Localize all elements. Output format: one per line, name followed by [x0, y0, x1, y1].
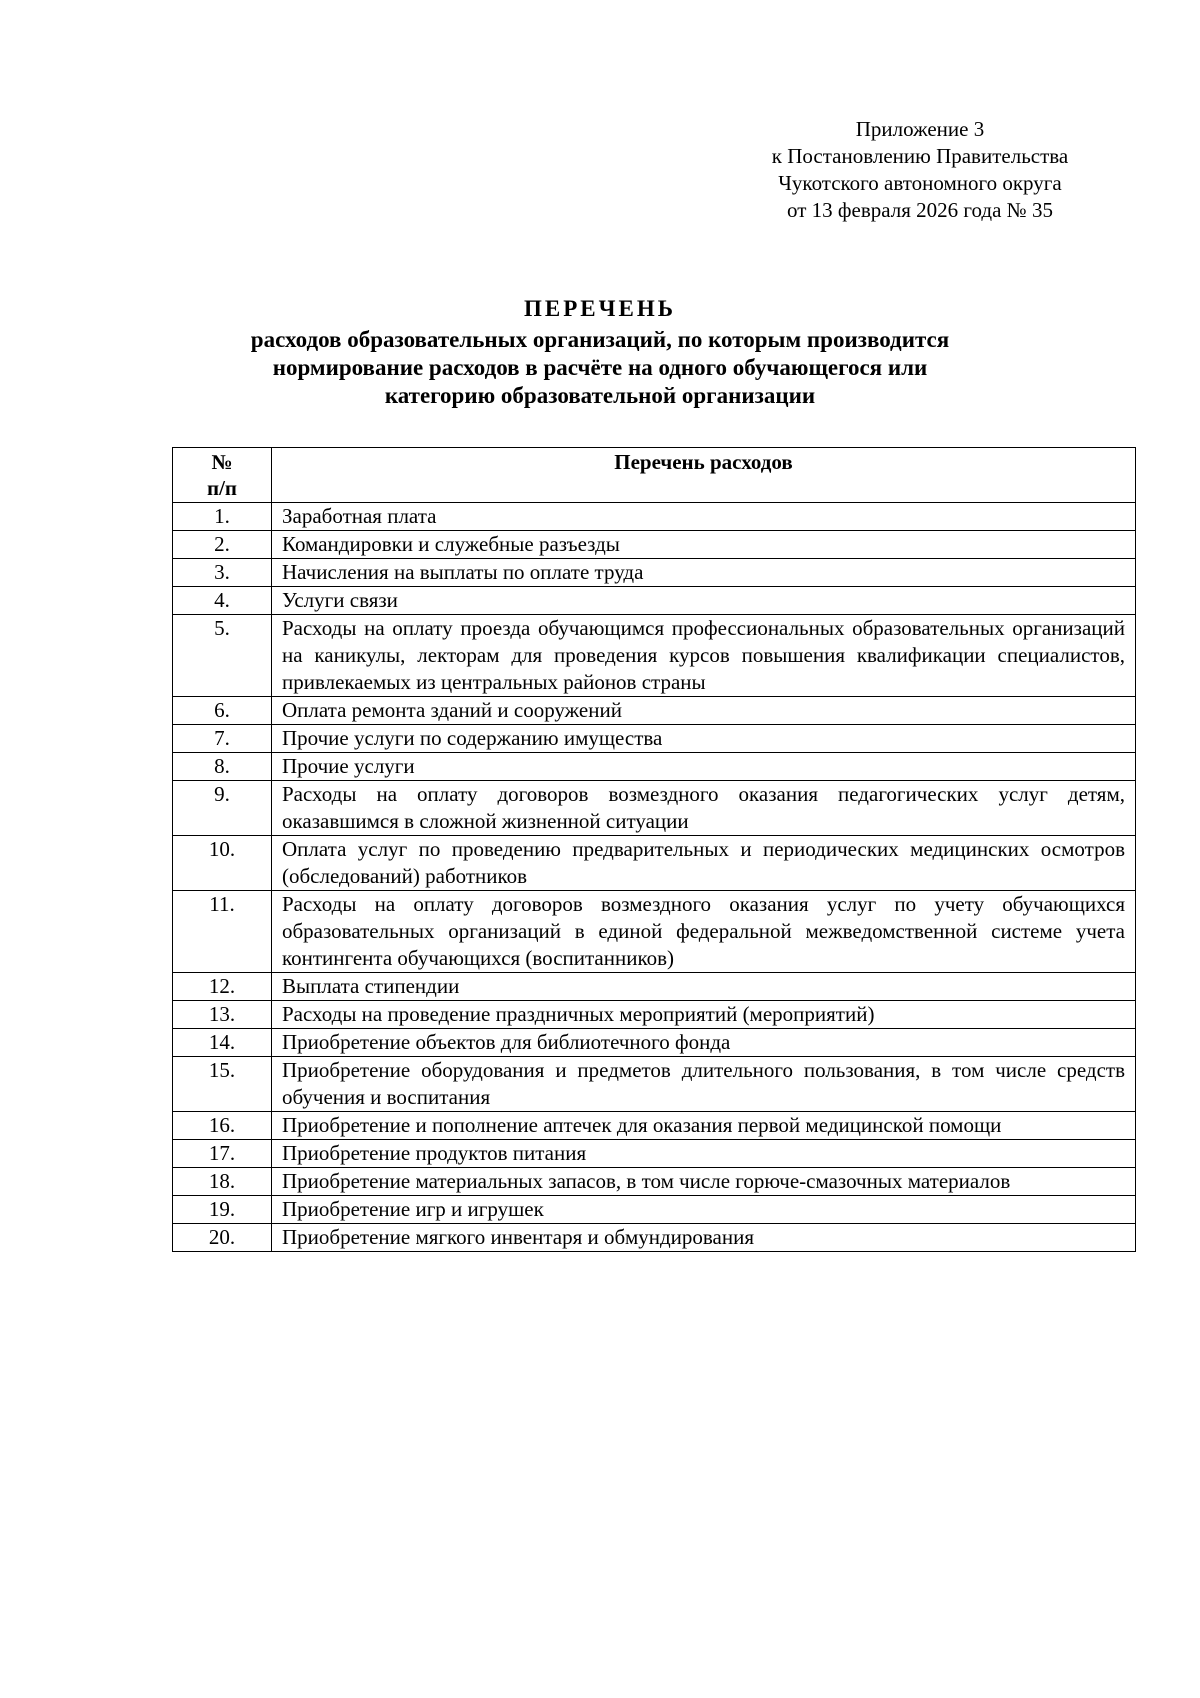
table-row: [173, 725, 1136, 753]
row-expense-name: Выплата стипендии: [272, 973, 1136, 1001]
row-number: 12.: [173, 973, 272, 1001]
appendix-number: Приложение 3: [855, 117, 985, 141]
table-row: [173, 587, 1136, 615]
row-expense-name: Приобретение мягкого инвентаря и обмундирования: [272, 1224, 1136, 1252]
table-row: [173, 1112, 1136, 1140]
header-number-line-1: №: [211, 450, 233, 474]
row-number: 2.: [173, 531, 272, 559]
row-number: 3.: [173, 559, 272, 587]
row-number: 19.: [173, 1196, 272, 1224]
table-row: [173, 559, 1136, 587]
table-row: [173, 615, 1136, 697]
header-number-line-2: п/п: [206, 476, 238, 500]
subtitle-line-3: категорию образовательной организации: [384, 383, 816, 408]
row-number: 16.: [173, 1112, 272, 1140]
row-number: 11.: [173, 891, 272, 973]
row-expense-name: Приобретение игр и игрушек: [272, 1196, 1136, 1224]
row-number: 10.: [173, 836, 272, 891]
row-number: 15.: [173, 1057, 272, 1112]
appendix-region: Чукотского автономного округа: [778, 171, 1062, 195]
table-row: [173, 836, 1136, 891]
subtitle-line-1: расходов образовательных организаций, по которым производится: [250, 327, 950, 352]
row-number: 20.: [173, 1224, 272, 1252]
table-body: [173, 503, 1136, 1252]
row-expense-name: Расходы на оплату проезда обучающимся профессиональных образовательных организаций на каникулы, лекторам для проведения курсов повышения квалификации специалистов, привлекаемых из центральных районов страны: [272, 615, 1136, 697]
row-number: 7.: [173, 725, 272, 753]
table-row: [173, 781, 1136, 836]
row-number: 4.: [173, 587, 272, 615]
document-subtitle: [150, 326, 1050, 410]
title-block: [150, 294, 1050, 410]
row-number: 14.: [173, 1029, 272, 1057]
header-number: [173, 448, 272, 503]
appendix-block: [740, 116, 1100, 224]
row-number: 8.: [173, 753, 272, 781]
table-row: [173, 1029, 1136, 1057]
appendix-date: от 13 февраля 2026 года № 35: [787, 198, 1053, 222]
row-expense-name: Оплата услуг по проведению предварительных и периодических медицинских осмотров (обследований) работников: [272, 836, 1136, 891]
table-row: [173, 503, 1136, 531]
table-header-row: [173, 448, 1136, 503]
table-row: [173, 1224, 1136, 1252]
table-row: [173, 1057, 1136, 1112]
document-title: ПЕРЕЧЕНЬ: [524, 296, 676, 321]
row-expense-name: Приобретение и пополнение аптечек для оказания первой медицинской помощи: [272, 1112, 1136, 1140]
row-expense-name: Услуги связи: [272, 587, 1136, 615]
row-expense-name: Начисления на выплаты по оплате труда: [272, 559, 1136, 587]
row-expense-name: Приобретение оборудования и предметов длительного пользования, в том числе средств обучения и воспитания: [272, 1057, 1136, 1112]
table-row: [173, 973, 1136, 1001]
expenses-table: [172, 447, 1136, 1252]
row-expense-name: Командировки и служебные разъезды: [272, 531, 1136, 559]
table-row: [173, 753, 1136, 781]
row-expense-name: Прочие услуги по содержанию имущества: [272, 725, 1136, 753]
row-expense-name: Расходы на оплату договоров возмездного оказания услуг по учету обучающихся образовательных организаций в единой федеральной межведомственной системе учета контингента обучающихся (воспитанников): [272, 891, 1136, 973]
row-expense-name: Прочие услуги: [272, 753, 1136, 781]
row-number: 9.: [173, 781, 272, 836]
header-expense-list: Перечень расходов: [272, 448, 1136, 503]
row-expense-name: Приобретение материальных запасов, в том числе горюче-смазочных материалов: [272, 1168, 1136, 1196]
table-row: [173, 1140, 1136, 1168]
table-row: [173, 891, 1136, 973]
row-expense-name: Расходы на проведение праздничных мероприятий (мероприятий): [272, 1001, 1136, 1029]
row-number: 13.: [173, 1001, 272, 1029]
row-number: 5.: [173, 615, 272, 697]
row-expense-name: Приобретение объектов для библиотечного фонда: [272, 1029, 1136, 1057]
table-row: [173, 1168, 1136, 1196]
appendix-decree: к Постановлению Правительства: [771, 144, 1069, 168]
row-expense-name: Заработная плата: [272, 503, 1136, 531]
table-row: [173, 531, 1136, 559]
subtitle-line-2: нормирование расходов в расчёте на одного обучающегося или: [272, 355, 928, 380]
table-row: [173, 1196, 1136, 1224]
row-number: 18.: [173, 1168, 272, 1196]
row-number: 1.: [173, 503, 272, 531]
row-expense-name: Расходы на оплату договоров возмездного оказания педагогических услуг детям, оказавшимся в сложной жизненной ситуации: [272, 781, 1136, 836]
row-expense-name: Приобретение продуктов питания: [272, 1140, 1136, 1168]
table-row: [173, 1001, 1136, 1029]
table-row: [173, 697, 1136, 725]
row-expense-name: Оплата ремонта зданий и сооружений: [272, 697, 1136, 725]
row-number: 17.: [173, 1140, 272, 1168]
row-number: 6.: [173, 697, 272, 725]
